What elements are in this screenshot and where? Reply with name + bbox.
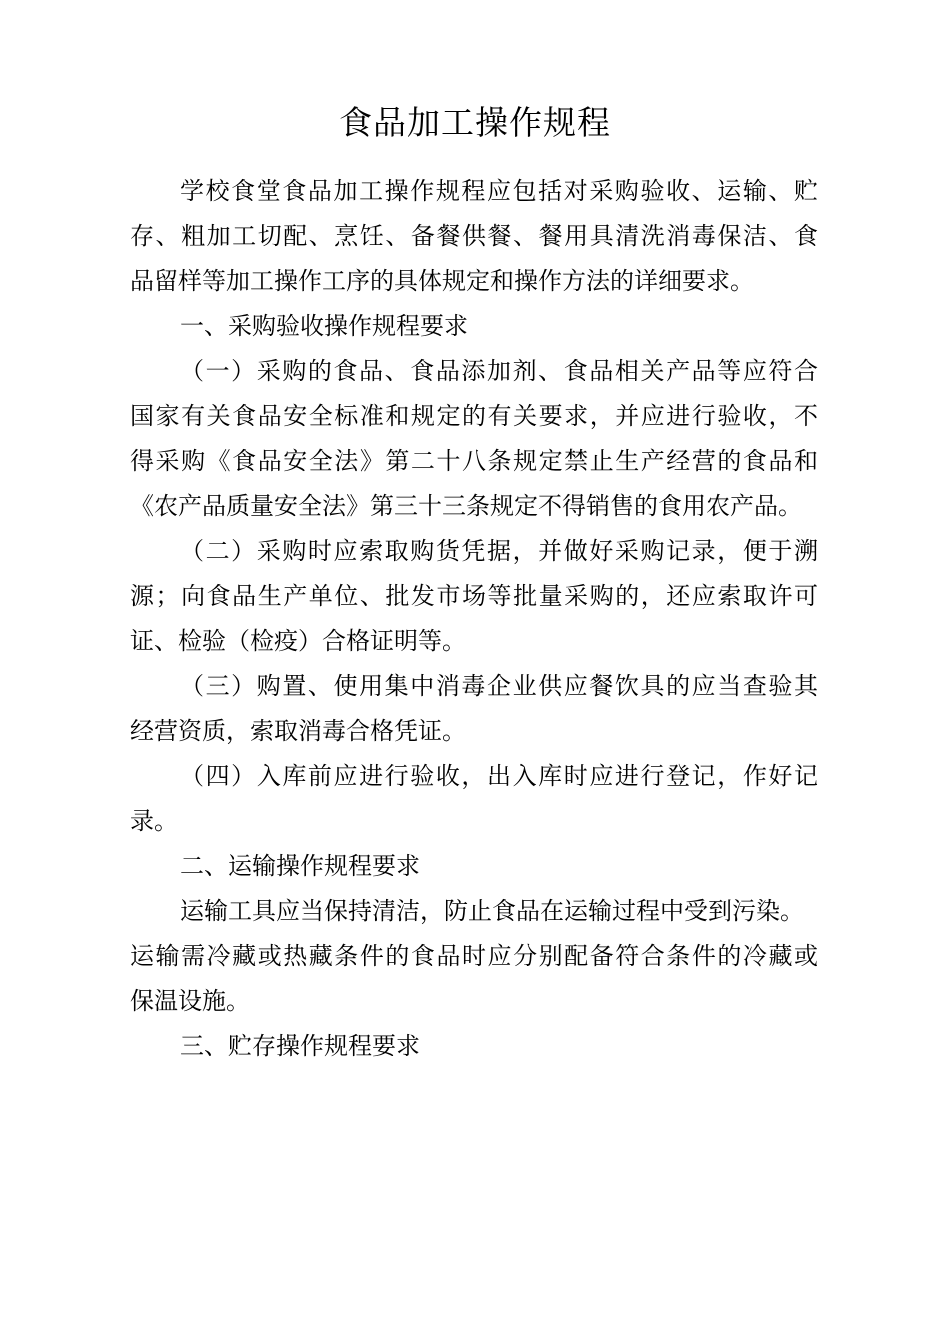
paragraph-line: 经营资质，索取消毒合格凭证。 [130,717,466,745]
paragraph-line: 国家有关食品安全标准和规定的有关要求，并应进行验收，不 [130,402,818,430]
paragraph-line: （一）采购的食品、食品添加剂、食品相关产品等应符合 [180,357,818,385]
paragraph-line: （二）采购时应索取购货凭据，并做好采购记录，便于溯 [180,537,818,565]
paragraph-line: （四）入库前应进行验收，出入库时应进行登记，作好记 [180,762,818,790]
section-heading: 三、贮存操作规程要求 [180,1032,420,1060]
paragraph-line: 学校食堂食品加工操作规程应包括对采购验收、运输、贮 [180,177,818,205]
paragraph-line: 源；向食品生产单位、批发市场等批量采购的，还应索取许可 [130,582,818,610]
paragraph-line: （三）购置、使用集中消毒企业供应餐饮具的应当查验其 [180,672,818,700]
paragraph-line: 运输需冷藏或热藏条件的食品时应分别配备符合条件的冷藏或 [130,942,818,970]
paragraph-line: 录。 [130,807,178,835]
document-title: 食品加工操作规程 [339,103,611,142]
paragraph-line: 《农产品质量安全法》第三十三条规定不得销售的食用农产品。 [130,492,802,520]
paragraph-line: 保温设施。 [130,987,250,1015]
paragraph-line: 品留样等加工操作工序的具体规定和操作方法的详细要求。 [130,267,754,295]
paragraph-line: 得采购《食品安全法》第二十八条规定禁止生产经营的食品和 [130,447,818,475]
paragraph-line: 存、粗加工切配、烹饪、备餐供餐、餐用具清洗消毒保洁、食 [130,222,818,250]
paragraph-line: 运输工具应当保持清洁，防止食品在运输过程中受到污染。 [180,897,804,925]
paragraph-line: 证、检验（检疫）合格证明等。 [130,627,466,655]
section-heading: 一、采购验收操作规程要求 [180,312,468,340]
section-heading: 二、运输操作规程要求 [180,852,420,880]
